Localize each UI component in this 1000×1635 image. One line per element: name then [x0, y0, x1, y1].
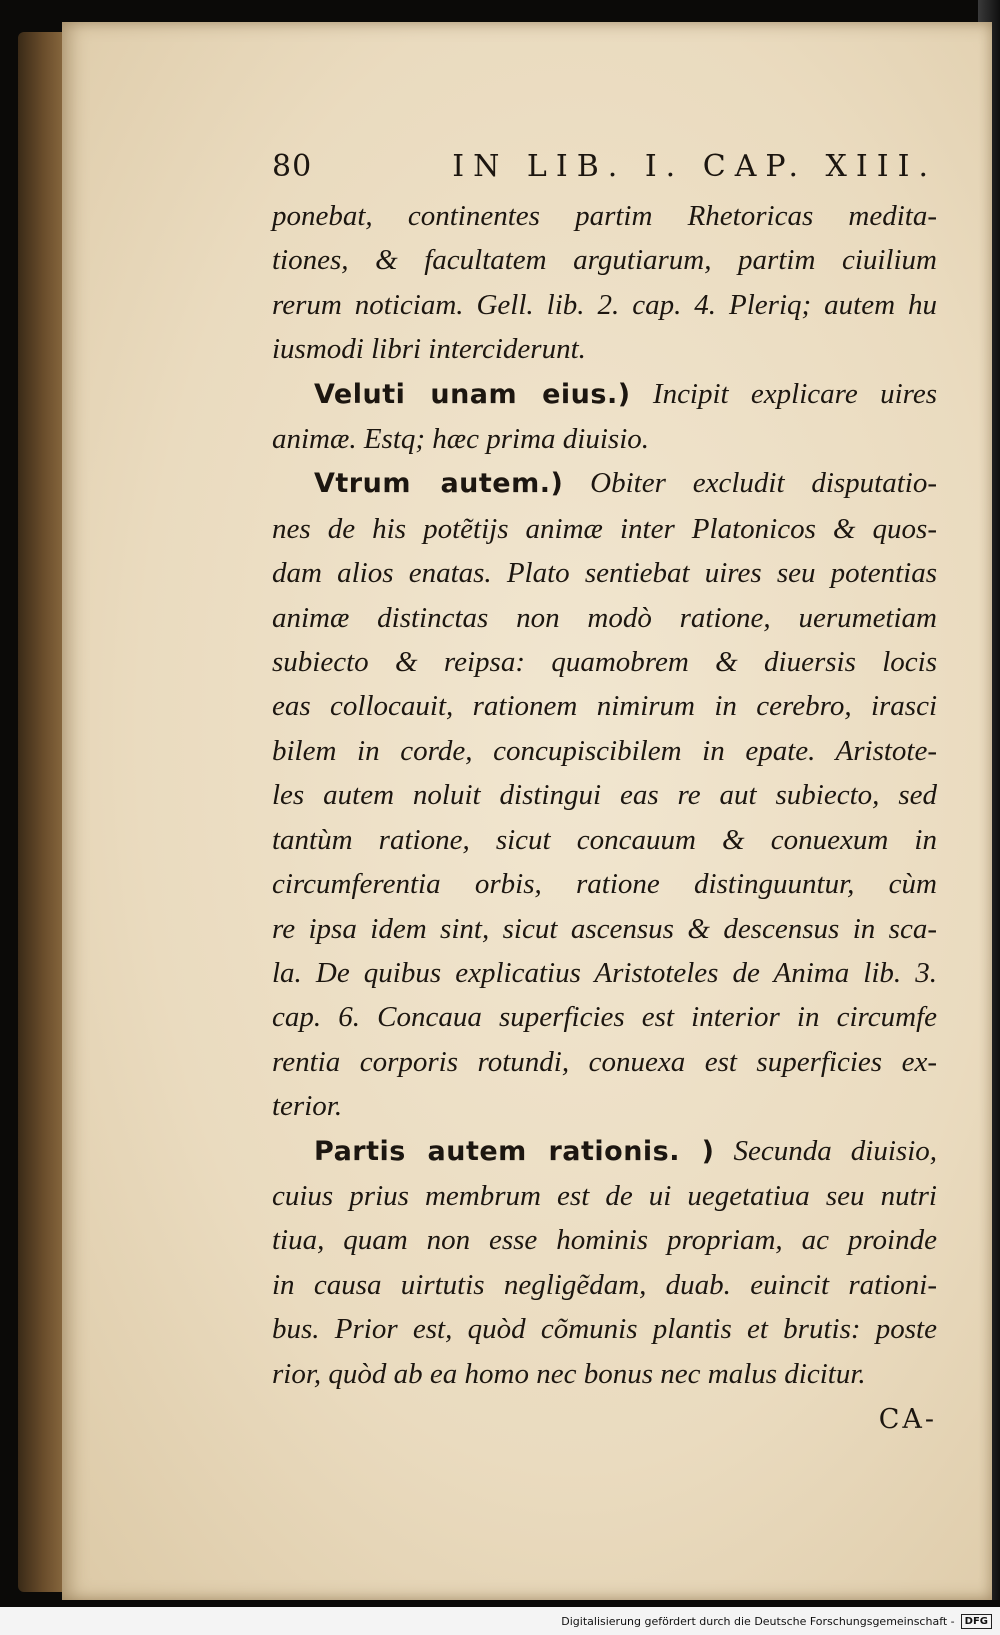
- line-text: la. De quibus explicatius Aristoteles de Anima lib. 3.: [272, 956, 937, 989]
- text-line: [272, 1129, 937, 1174]
- text-line: [272, 1040, 937, 1084]
- line-text: cuius prius membrum est de ui uegetatiua seu nutri: [272, 1179, 937, 1212]
- book-board-edge: [18, 32, 66, 1592]
- text-line: [272, 640, 937, 684]
- text-line: [272, 461, 937, 506]
- page-number: 80: [272, 149, 313, 184]
- text-line: [272, 372, 937, 417]
- text-line: [272, 551, 937, 595]
- lemma: Partis autem rationis. ): [314, 1135, 715, 1167]
- line-text: subiecto & reipsa: quamobrem & diuersis locis: [272, 646, 937, 679]
- running-title: IN LIB. I. CAP. XIII.: [452, 149, 937, 184]
- line-text: tiones, & facultatem argutiarum, partim ciuilium: [272, 244, 937, 277]
- line-text: iusmodi libri interciderunt.: [272, 333, 586, 366]
- line-text: Obiter excludit disputatio-: [590, 467, 937, 500]
- dfg-logo: DFG: [961, 1614, 992, 1629]
- line-text: animæ distinctas non modò ratione, uerumetiam: [272, 601, 937, 634]
- catchword: CA-: [878, 1403, 937, 1435]
- line-text: tantùm ratione, sicut concauum & conuexum in: [272, 823, 937, 856]
- text-line: [272, 951, 937, 995]
- running-head: [272, 144, 937, 190]
- text-line: [272, 417, 937, 461]
- text-line: [272, 995, 937, 1039]
- line-text: animæ. Estq; hæc prima diuisio.: [272, 423, 650, 456]
- lemma: Vtrum autem.): [314, 468, 564, 500]
- text-line: [272, 907, 937, 951]
- line-text: tiua, quam non esse hominis propriam, ac proinde: [272, 1224, 937, 1257]
- line-text: cap. 6. Concaua superficies est interior in circumfe: [272, 1001, 937, 1034]
- line-text: Incipit explicare uires: [652, 377, 937, 410]
- text-line: [272, 1307, 937, 1351]
- line-text: in causa uirtutis negligẽdam, duab. euincit rationi-: [272, 1268, 937, 1301]
- text-line: [272, 238, 937, 282]
- body-lines: [272, 194, 937, 1396]
- lemma: Veluti unam eius.): [314, 378, 631, 410]
- footer-credit: Digitalisierung gefördert durch die Deutsche Forschungsgemeinschaft -: [561, 1614, 955, 1628]
- line-text: circumferentia orbis, ratione distinguuntur, cùm: [272, 868, 937, 901]
- text-line: [272, 1352, 937, 1396]
- line-text: rentia corporis rotundi, conuexa est superficies ex-: [272, 1045, 937, 1078]
- text-line: [272, 194, 937, 238]
- line-text: terior.: [272, 1090, 343, 1123]
- line-text: re ipsa idem sint, sicut ascensus & descensus in sca-: [272, 912, 937, 945]
- line-text: bus. Prior est, quòd cõmunis plantis et brutis: poste: [272, 1313, 937, 1346]
- line-text: ponebat, continentes partim Rhetoricas medita-: [272, 200, 937, 232]
- text-block: [272, 144, 937, 1442]
- book-page: [62, 22, 992, 1600]
- text-line: [272, 1218, 937, 1262]
- text-line: [272, 773, 937, 817]
- text-line: [272, 729, 937, 773]
- text-line: [272, 327, 937, 371]
- text-line: [272, 1174, 937, 1218]
- digitization-footer: [0, 1607, 1000, 1635]
- text-line: [272, 818, 937, 862]
- text-line: [272, 596, 937, 640]
- text-line: [272, 507, 937, 551]
- text-line: [272, 283, 937, 327]
- text-line: [272, 684, 937, 728]
- line-text: rerum noticiam. Gell. lib. 2. cap. 4. Pleriq; autem hu: [272, 288, 937, 321]
- text-line: [272, 1263, 937, 1307]
- text-line: [272, 1084, 937, 1128]
- line-text: dam alios enatas. Plato sentiebat uires seu potentias: [272, 557, 937, 590]
- line-text: bilem in corde, concupiscibilem in epate. Aristote-: [272, 734, 937, 767]
- line-text: rior, quòd ab ea homo nec bonus nec malus dicitur.: [272, 1357, 866, 1390]
- line-text: Secunda diuisio,: [733, 1134, 937, 1167]
- text-line: [272, 862, 937, 906]
- line-text: les autem noluit distingui eas re aut subiecto, sed: [272, 779, 937, 812]
- line-text: nes de his potẽtijs animæ inter Platonicos & quos-: [272, 512, 937, 545]
- line-text: eas collocauit, rationem nimirum in cerebro, irasci: [272, 690, 937, 723]
